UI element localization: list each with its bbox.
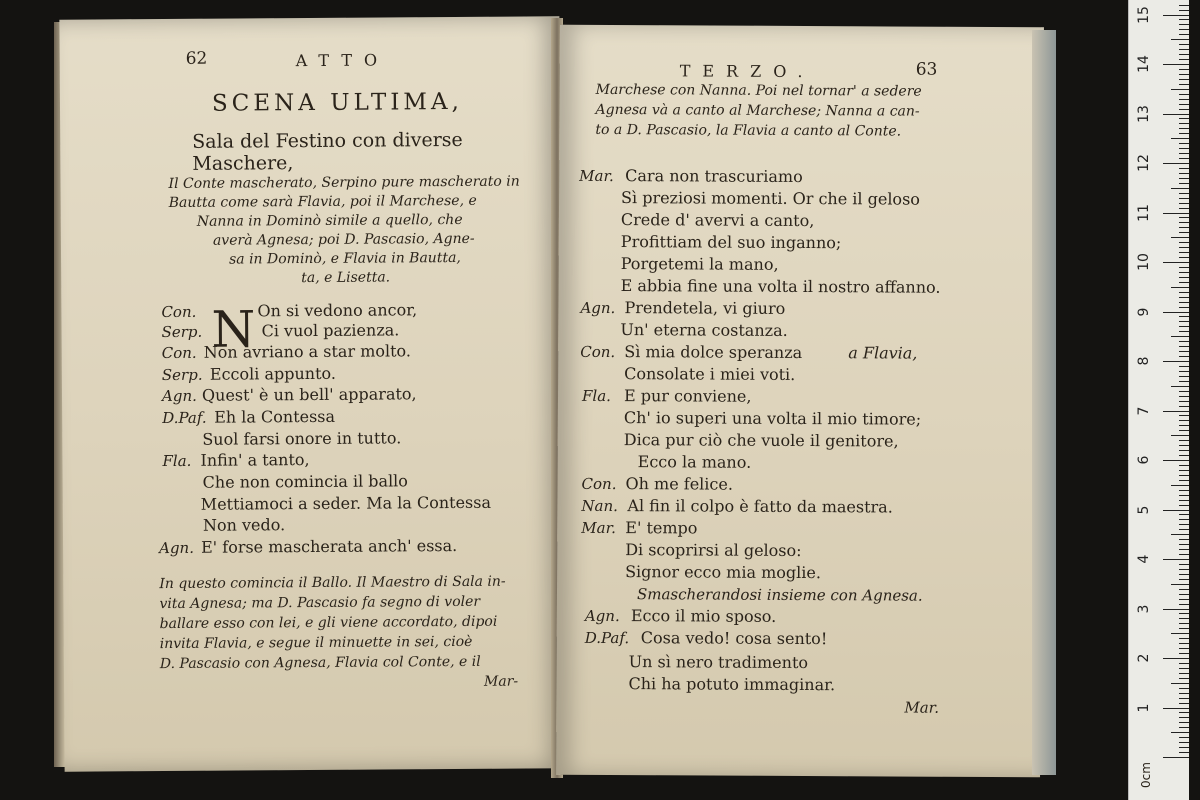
- ruler-tick: [1179, 722, 1189, 723]
- ruler-tick: [1179, 208, 1189, 209]
- ruler-tick: [1179, 564, 1189, 565]
- ruler-tick: [1179, 425, 1189, 426]
- ruler-tick: [1179, 44, 1189, 45]
- dialogue-line: Porgetemi la mano,: [620, 254, 779, 274]
- ruler-tick: [1179, 292, 1189, 293]
- ruler-tick: [1179, 529, 1189, 530]
- dialogue-line: Di scoprirsi al geloso:: [625, 540, 802, 561]
- ruler-tick: [1179, 222, 1189, 223]
- ruler-tick: [1171, 584, 1189, 585]
- ruler-tick: [1163, 658, 1189, 659]
- ruler-tick: [1163, 262, 1189, 263]
- dialogue-line: Un sì nero tradimento: [628, 652, 809, 673]
- dialogue-line: Suol farsi onore in tutto.: [202, 428, 402, 449]
- ruler-label: 2: [1136, 653, 1152, 663]
- speaker-tag: Con.: [581, 474, 617, 494]
- dialogue-line: Infin' a tanto,: [200, 450, 310, 470]
- ruler-tick: [1179, 24, 1189, 25]
- ruler-tick: [1179, 678, 1189, 679]
- stage-direction-inline: Smascherandosi insieme con Agnesa.: [636, 585, 923, 605]
- ruler-label: 5: [1136, 505, 1152, 514]
- ruler-tick: [1179, 415, 1189, 416]
- stage-direction-line: D. Pascasio con Agnesa, Flavia col Conte, e il: [159, 653, 481, 673]
- ruler-tick: [1179, 178, 1189, 179]
- ruler-tick: [1179, 356, 1189, 357]
- ruler-tick: [1179, 638, 1189, 639]
- ruler-label: 8: [1136, 356, 1152, 366]
- dialogue-line: Al fin il colpo è fatto da maestra.: [627, 496, 893, 517]
- ruler-tick: [1171, 386, 1189, 387]
- ruler-tick: [1179, 490, 1189, 491]
- ruler-tick: [1163, 510, 1189, 511]
- ruler-tick: [1179, 252, 1189, 253]
- ruler-tick: [1179, 49, 1189, 50]
- ruler-tick: [1179, 307, 1189, 308]
- ruler-tick: [1179, 133, 1189, 134]
- ruler-tick: [1179, 302, 1189, 303]
- ruler-tick: [1179, 173, 1189, 174]
- ruler-tick: [1179, 742, 1189, 743]
- speaker-tag: Agn.: [159, 538, 195, 558]
- ruler-tick: [1171, 683, 1189, 684]
- ruler-tick: [1179, 74, 1189, 75]
- ruler-tick: [1179, 282, 1189, 283]
- ruler-tick: [1179, 123, 1189, 124]
- stage-direction-line: Agnesa và a canto al Marchese; Nanna a can-: [595, 101, 920, 120]
- ruler-tick: [1179, 391, 1189, 392]
- dialogue-line: Ch' io superi una volta il mio timore;: [623, 408, 922, 429]
- ruler-tick: [1171, 138, 1189, 139]
- dialogue-line: Non vedo.: [202, 515, 286, 535]
- ruler-tick: [1179, 668, 1189, 669]
- left-page: [59, 16, 564, 771]
- ruler-tick: [1179, 69, 1189, 70]
- ruler-tick: [1179, 737, 1189, 738]
- dialogue-line: Prendetela, vi giuro: [624, 298, 786, 318]
- ruler-tick: [1179, 267, 1189, 268]
- stage-direction-line: Il Conte mascherato, Serpino pure mascherato in: [168, 173, 520, 192]
- ruler-tick: [1179, 514, 1189, 515]
- ruler-tick: [1179, 663, 1189, 664]
- ruler-tick: [1179, 618, 1189, 619]
- measurement-ruler: [1128, 0, 1189, 800]
- ruler-tick: [1179, 450, 1189, 451]
- ruler-tick: [1179, 326, 1189, 327]
- dialogue-line: Cosa vedo! cosa sento!: [640, 628, 828, 649]
- ruler-tick: [1179, 519, 1189, 520]
- ruler-tick: [1179, 99, 1189, 100]
- stage-direction-line: Marchese con Nanna. Poi nel tornar' a sedere: [595, 81, 922, 100]
- ruler-tick: [1179, 703, 1189, 704]
- ruler-tick: [1179, 524, 1189, 525]
- ruler-tick: [1179, 366, 1189, 367]
- ruler-tick: [1179, 673, 1189, 674]
- ruler-tick: [1179, 623, 1189, 624]
- ruler-tick: [1179, 371, 1189, 372]
- ruler-tick: [1179, 589, 1189, 590]
- ruler-tick: [1179, 29, 1189, 30]
- ruler-tick: [1179, 54, 1189, 55]
- left-running-head: ATTO: [295, 50, 390, 71]
- ruler-tick: [1179, 158, 1189, 159]
- dialogue-line: On si vedono ancor,: [257, 300, 418, 321]
- ruler-tick: [1171, 435, 1189, 436]
- dialogue-line: E pur conviene,: [623, 386, 752, 406]
- ruler-tick: [1163, 213, 1189, 214]
- ruler-tick: [1163, 64, 1189, 65]
- ruler-tick: [1179, 34, 1189, 35]
- ruler-tick: [1163, 708, 1189, 709]
- ruler-tick: [1179, 193, 1189, 194]
- stage-direction-line: vita Agnesa; ma D. Pascasio fa segno di voler: [159, 593, 481, 613]
- ruler-tick: [1179, 579, 1189, 580]
- ruler-tick: [1179, 544, 1189, 545]
- ruler-tick: [1179, 198, 1189, 199]
- dialogue-line: E' forse mascherata anch' essa.: [201, 535, 458, 557]
- ruler-tick: [1179, 5, 1189, 6]
- ruler-tick: [1179, 232, 1189, 233]
- dialogue-line: Eh la Contessa: [214, 406, 336, 427]
- drop-cap: N: [211, 300, 256, 359]
- stage-direction-line: ballare esso con lei, e gli viene accordato, dipoi: [159, 613, 498, 633]
- dialogue-line: Sì preziosi momenti. Or che il geloso: [621, 188, 920, 209]
- ruler-tick: [1179, 698, 1189, 699]
- ruler-tick: [1179, 539, 1189, 540]
- ruler-tick: [1171, 89, 1189, 90]
- ruler-tick: [1179, 153, 1189, 154]
- ruler-tick: [1179, 455, 1189, 456]
- ruler-tick: [1179, 653, 1189, 654]
- speaker-tag: D.Paf.: [162, 408, 207, 428]
- ruler-label: 14: [1136, 55, 1152, 73]
- dialogue-line: Crede d' avervi a canto,: [620, 210, 815, 231]
- speaker-tag: Con.: [580, 342, 616, 362]
- ruler-tick: [1179, 351, 1189, 352]
- ruler-tick: [1179, 148, 1189, 149]
- catchword: Mar.: [904, 698, 940, 717]
- speaker-tag: Fla.: [162, 451, 192, 471]
- ruler-tick: [1179, 747, 1189, 748]
- stage-direction-line: Nanna in Dominò simile a quello, che: [196, 211, 463, 230]
- ruler-tick: [1171, 287, 1189, 288]
- dialogue-line: Sì mia dolce speranza: [624, 342, 803, 363]
- aside-direction: a Flavia,: [848, 343, 918, 363]
- stage-direction-line: ta, e Lisetta.: [301, 269, 391, 287]
- ruler-tick: [1179, 693, 1189, 694]
- ruler-tick: [1179, 242, 1189, 243]
- ruler-tick: [1171, 237, 1189, 238]
- ruler-label: 7: [1136, 406, 1152, 415]
- ruler-tick: [1179, 227, 1189, 228]
- dialogue-line: Consolate i miei voti.: [624, 364, 796, 384]
- ruler-label: 15: [1136, 5, 1152, 24]
- ruler-label: 10: [1136, 253, 1152, 271]
- ruler-label: 4: [1136, 554, 1152, 564]
- ruler-tick: [1179, 381, 1189, 382]
- ruler-tick: [1179, 554, 1189, 555]
- speaker-tag: Serp.: [161, 322, 203, 342]
- dialogue-line: E' tempo: [625, 518, 698, 538]
- ruler-tick: [1171, 485, 1189, 486]
- ruler-tick: [1179, 109, 1189, 110]
- ruler-tick: [1179, 59, 1189, 60]
- ruler-tick: [1179, 465, 1189, 466]
- ruler-tick: [1179, 420, 1189, 421]
- ruler-tick: [1163, 163, 1189, 164]
- right-page: [556, 25, 1044, 778]
- speaker-tag: Nan.: [581, 496, 618, 516]
- dialogue-line: Che non comincia il ballo: [202, 471, 408, 492]
- ruler-label: 6: [1136, 455, 1152, 465]
- scene-setting: Sala del Festino con diverse Maschere,: [192, 128, 463, 175]
- ruler-tick: [1179, 10, 1189, 11]
- speaker-tag: Serp.: [161, 365, 203, 385]
- ruler-tick: [1179, 84, 1189, 85]
- ruler-tick: [1179, 500, 1189, 501]
- ruler-tick: [1179, 475, 1189, 476]
- stage-direction-line: invita Flavia, e segue il minuette in sei, cioè: [159, 633, 473, 653]
- ruler-tick: [1171, 336, 1189, 337]
- speaker-tag: Agn.: [584, 606, 620, 626]
- ruler-tick: [1179, 712, 1189, 713]
- page-edge-right: [1032, 30, 1056, 775]
- ruler-tick: [1179, 406, 1189, 407]
- ruler-tick: [1179, 376, 1189, 377]
- ruler-tick: [1163, 15, 1189, 16]
- dialogue-line: Non avriano a star molto.: [203, 341, 412, 362]
- ruler-tick: [1163, 559, 1189, 560]
- ruler-tick: [1179, 118, 1189, 119]
- ruler-tick: [1171, 534, 1189, 535]
- catchword: Mar-: [483, 673, 519, 690]
- ruler-tick: [1179, 643, 1189, 644]
- speaker-tag: Agn.: [161, 386, 197, 406]
- ruler-tick: [1171, 188, 1189, 189]
- dialogue-line: Mettiamoci a seder. Ma la Contessa: [200, 492, 492, 514]
- ruler-tick: [1179, 277, 1189, 278]
- ruler-tick: [1179, 346, 1189, 347]
- ruler-tick: [1179, 321, 1189, 322]
- dialogue-line: Ecco il mio sposo.: [630, 606, 777, 626]
- ruler-tick: [1179, 574, 1189, 575]
- dialogue-line: Quest' è un bell' apparato,: [201, 384, 417, 405]
- ruler-tick: [1171, 732, 1189, 733]
- ruler-tick: [1179, 613, 1189, 614]
- ruler-tick: [1179, 648, 1189, 649]
- ruler-tick: [1179, 168, 1189, 169]
- ruler-label: 1: [1136, 703, 1152, 712]
- ruler-tick: [1179, 604, 1189, 605]
- ruler-tick: [1179, 341, 1189, 342]
- ruler-tick: [1179, 183, 1189, 184]
- stage-direction-line: In questo comincia il Ballo. Il Maestro di Sala in-: [159, 573, 506, 593]
- dialogue-line: Ecco la mano.: [637, 452, 752, 472]
- ruler-tick: [1163, 312, 1189, 313]
- ruler-tick: [1163, 361, 1189, 362]
- ruler-tick: [1179, 396, 1189, 397]
- ruler-tick: [1179, 104, 1189, 105]
- ruler-tick: [1179, 19, 1189, 20]
- dialogue-line: Oh me felice.: [625, 474, 733, 494]
- speaker-tag: Mar.: [579, 166, 614, 186]
- ruler-tick: [1179, 401, 1189, 402]
- ruler-tick: [1179, 247, 1189, 248]
- ruler-tick: [1179, 297, 1189, 298]
- dialogue-line: Signor ecco mia moglie.: [625, 562, 822, 583]
- ruler-tick: [1179, 594, 1189, 595]
- ruler-tick: [1179, 480, 1189, 481]
- ruler-unit-label: 0cm: [1138, 762, 1153, 788]
- ruler-tick: [1163, 609, 1189, 610]
- dialogue-line: Dica pur ciò che vuole il genitore,: [623, 430, 899, 451]
- speaker-tag: Fla.: [581, 386, 611, 406]
- dialogue-line: Un' eterna costanza.: [620, 320, 788, 340]
- ruler-label: 3: [1136, 604, 1152, 613]
- ruler-label: 9: [1136, 307, 1152, 316]
- ruler-tick: [1179, 495, 1189, 496]
- ruler-tick: [1163, 114, 1189, 115]
- ruler-tick: [1179, 217, 1189, 218]
- ruler-tick: [1179, 128, 1189, 129]
- ruler-tick: [1179, 316, 1189, 317]
- ruler-tick: [1163, 757, 1189, 758]
- ruler-tick: [1179, 257, 1189, 258]
- ruler-tick: [1179, 94, 1189, 95]
- stage-direction-line: to a D. Pascasio, la Flavia a canto al Conte.: [595, 121, 902, 140]
- ruler-tick: [1179, 752, 1189, 753]
- ruler-tick: [1179, 203, 1189, 204]
- ruler-tick: [1179, 505, 1189, 506]
- stage-direction-line: averà Agnesa; poi D. Pascasio, Agne-: [212, 230, 475, 249]
- ruler-tick: [1179, 470, 1189, 471]
- dialogue-line: Eccoli appunto.: [209, 363, 336, 384]
- ruler-tick: [1171, 633, 1189, 634]
- speaker-tag: Agn.: [580, 298, 616, 318]
- ruler-label: 13: [1136, 104, 1152, 123]
- right-running-head: TERZO.: [679, 61, 815, 82]
- ruler-tick: [1179, 79, 1189, 80]
- ruler-tick: [1179, 440, 1189, 441]
- dialogue-line: Chi ha potuto immaginar.: [628, 674, 836, 695]
- ruler-tick: [1179, 272, 1189, 273]
- ruler-tick: [1179, 430, 1189, 431]
- left-page-number: 62: [185, 48, 208, 69]
- scene-title: SCENA ULTIMA,: [211, 88, 463, 117]
- stage-direction-line: Bautta come sarà Flavia, poi il Marchese, e: [168, 192, 477, 211]
- ruler-tick: [1179, 727, 1189, 728]
- ruler-tick: [1179, 549, 1189, 550]
- ruler-tick: [1179, 445, 1189, 446]
- ruler-tick: [1163, 411, 1189, 412]
- right-page-number: 63: [915, 59, 938, 80]
- dialogue-line: Cara non trascuriamo: [625, 166, 803, 187]
- ruler-tick: [1163, 460, 1189, 461]
- dialogue-line: Profittiam del suo inganno;: [620, 232, 842, 253]
- ruler-label: 11: [1136, 203, 1152, 222]
- dialogue-line: E abbia fine una volta il nostro affanno.: [620, 276, 941, 297]
- speaker-tag: Mar.: [581, 518, 616, 538]
- speaker-tag: Con.: [161, 302, 197, 322]
- ruler-label: 12: [1136, 154, 1152, 172]
- ruler-tick: [1179, 688, 1189, 689]
- dialogue-line: Ci vuol pazienza.: [261, 320, 400, 341]
- ruler-tick: [1179, 331, 1189, 332]
- ruler-tick: [1179, 569, 1189, 570]
- ruler-tick: [1179, 628, 1189, 629]
- ruler-tick: [1179, 143, 1189, 144]
- speaker-tag: Con.: [161, 343, 197, 363]
- ruler-tick: [1179, 717, 1189, 718]
- ruler-tick: [1179, 599, 1189, 600]
- ruler-tick: [1171, 39, 1189, 40]
- speaker-tag: D.Paf.: [584, 628, 630, 648]
- stage-direction-line: sa in Dominò, e Flavia in Bautta,: [229, 249, 461, 268]
